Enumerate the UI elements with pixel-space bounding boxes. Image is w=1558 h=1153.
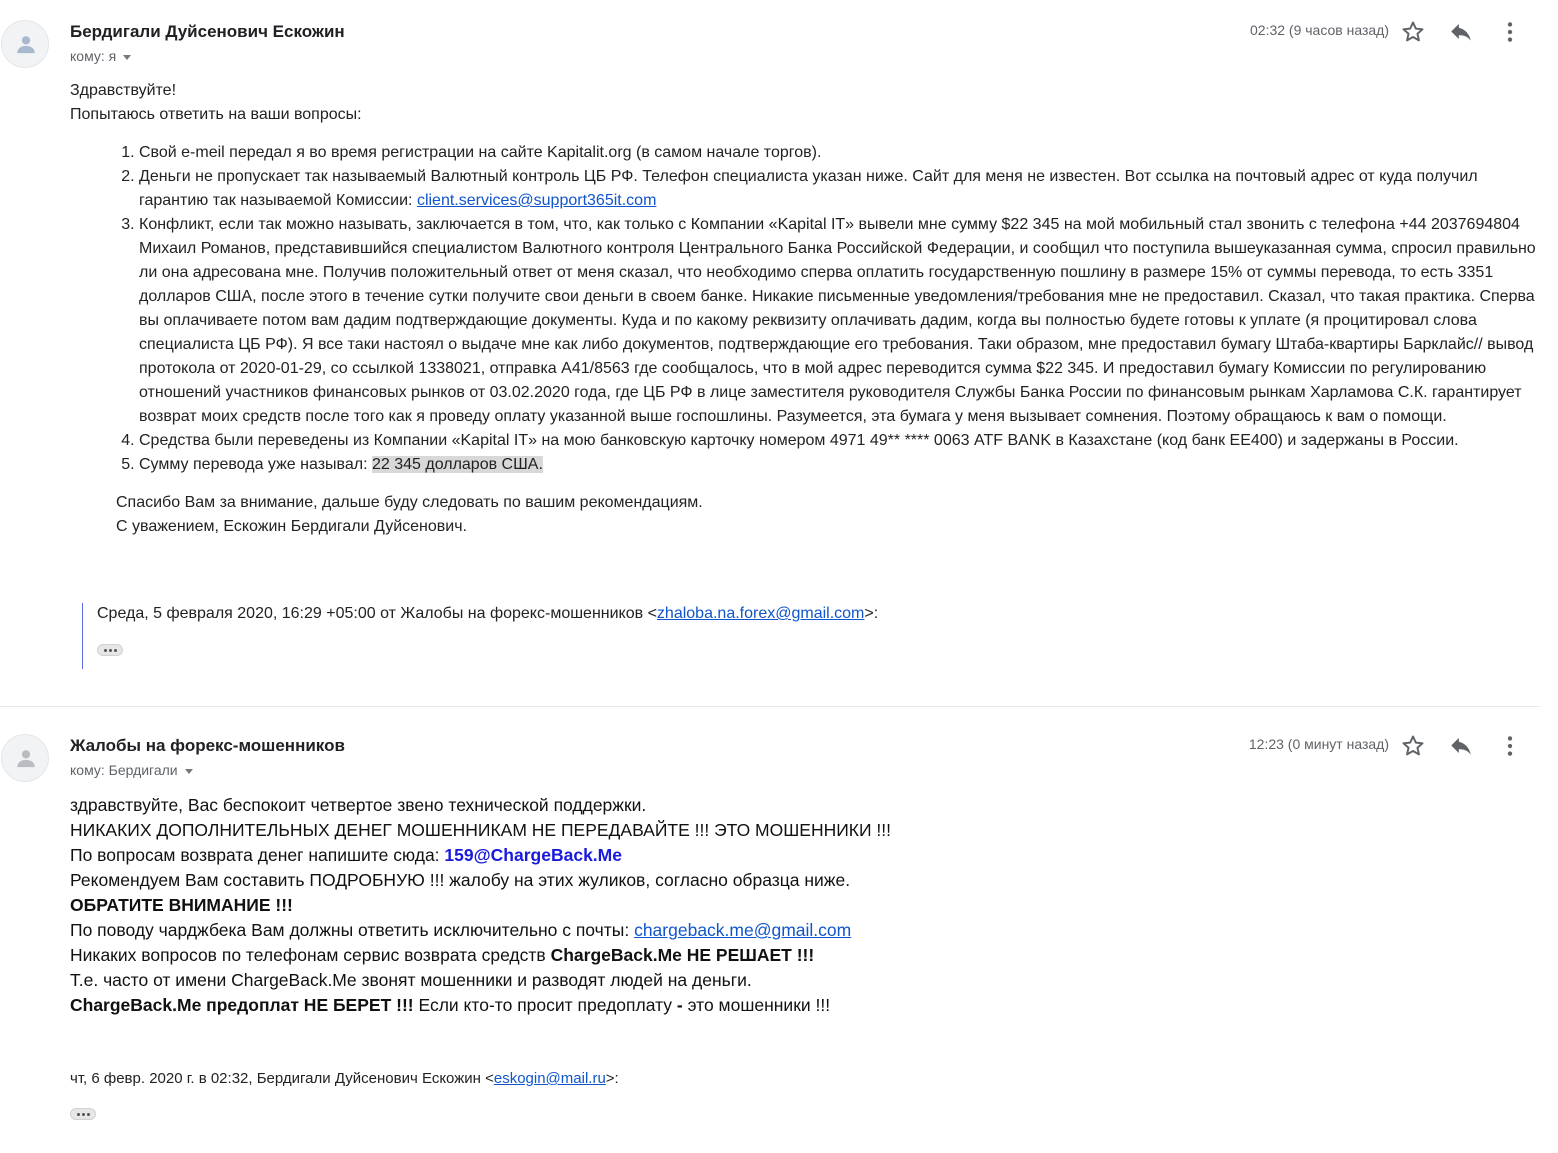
closing-signature: С уважением, Ескожин Бердигали Дуйсенович. xyxy=(116,518,467,535)
person-icon xyxy=(15,747,37,769)
recipient-details-toggle[interactable] xyxy=(70,762,193,778)
more-vert-icon xyxy=(1497,19,1523,45)
star-icon xyxy=(1400,19,1426,45)
body-line: ChargeBack.Me предоплат НЕ БЕРЕТ !!! Если кто-то просит предоплату - это мошенники !!! xyxy=(70,995,831,1015)
greeting: Здравствуйте! xyxy=(70,82,177,99)
reply-button[interactable] xyxy=(1448,733,1474,759)
recipient-label: кому: я xyxy=(70,48,117,64)
show-trimmed-content-button[interactable] xyxy=(70,1108,96,1120)
reply-icon xyxy=(1448,19,1474,45)
message-body xyxy=(70,793,1540,1018)
ellipsis-icon xyxy=(104,649,107,652)
reply-icon xyxy=(1448,733,1474,759)
intro-text: Попытаюсь ответить на ваши вопросы: xyxy=(70,106,362,123)
quoted-reply xyxy=(82,603,1533,669)
sender-avatar[interactable] xyxy=(1,734,49,782)
body-line: Никаких вопросов по телефонам сервис возврата средств ChargeBack.Me НЕ РЕШАЕТ !!! xyxy=(70,945,815,965)
list-item: 5. Сумму перевода уже называл: 22 345 долларов США. xyxy=(139,453,1540,477)
message-time: 12:23 (0 минут назад) xyxy=(1248,736,1389,752)
sender-name: Жалобы на форекс-мошенников xyxy=(70,736,345,755)
message-divider xyxy=(0,706,1540,707)
body-line: Т.е. часто от имени ChargeBack.Me звонят мошенники и разводят людей на деньги. xyxy=(70,970,752,990)
body-line: По вопросам возврата денег напишите сюда: 159@ChargeBack.Me xyxy=(70,845,622,865)
list-item: 4. Средства были переведены из Компании «Kapital IT» на мою банковскую карточку номером 4971 49** **** 0063 ATF BANK в Казахстане (код банк EE400) и задержаны в России. xyxy=(139,429,1540,453)
caret-down-icon[interactable] xyxy=(185,769,193,774)
caret-down-icon[interactable] xyxy=(123,55,131,60)
highlighted-amount: 22 345 долларов США. xyxy=(371,456,543,473)
list-item: 2. Деньги не пропускает так называемый Валютный контроль ЦБ РФ. Телефон специалиста указан ниже. Сайт для меня не известен. Вот ссылка на почтовый адрес от куда получил гарантию так называемой Комиссии: client.services@support365it.com xyxy=(139,165,1540,213)
body-line: здравствуйте, Вас беспокоит четвертое звено технической поддержки. xyxy=(70,795,647,815)
list-item: 3. Конфликт, если так можно называть, заключается в том, что, как только с Компании «Kapital IT» вывели мне сумму $22 345 на мой мобильный стал звонить с телефона +44 2037694804 Михаил Романов, представившийся специалистом Валютного контроля Центрального Банка Российской Федерации, и сообщил что поступила вышеуказанная сумма, спросил правильно ли она адресована мне. Получив положительный ответ от меня сказал, что необходимо сперва оплатить государственную пошлину в размере 15% от суммы перевода, то есть 3351 долларов США, после этого в течение сутки получите свои деньги в своем банке. Никакие письменные уведомления/требования мне не предоставил. Сказал, что такая практика. Сперва вы оплачиваете потом вам дадим подтверждающие документы. Куда и по какому реквизиту оплачивать дадим, когда вы полностью будете готовы к уплате (я процитировал слова специалиста ЦБ РФ). Я все таки настоял о выдаче мне как либо документов, подтверждающие его требования. Таки образом, мне предоставил бумагу Штаба-квартиры Барклайс// вывод протокола от 2020-01-29, со ссылкой 1338021, отправка A41/8563 где сообщалось, что в мой адрес переводится сумма $22 345. И предоставил бумагу Комиссии по регулированию отношений участников финансовых рынков от 03.02.2020 года, где ЦБ РФ в лице заместителя руководителя Службы Банка России по финансовым рынкам Харламова С.К. гарантирует возврат моих средств после того как я проведу оплату указанной выше госпошлины. Разумеется, эта бумага у меня вызывает сомнения. Поэтому обращаюсь к вам о помощи. xyxy=(139,213,1540,429)
quote-email-link[interactable]: eskogin@mail.ru xyxy=(493,1070,606,1087)
body-line: Рекомендуем Вам составить ПОДРОБНУЮ !!! жалобу на этих жуликов, согласно образца ниже. xyxy=(70,870,851,890)
body-line: НИКАКИХ ДОПОЛНИТЕЛЬНЫХ ДЕНЕГ МОШЕННИКАМ НЕ ПЕРЕДАВАЙТЕ !!! ЭТО МОШЕННИКИ !!! xyxy=(70,820,892,840)
chargeback-email[interactable]: 159@ChargeBack.Me xyxy=(444,845,622,865)
sender-avatar[interactable] xyxy=(1,20,49,68)
ellipsis-icon xyxy=(77,1113,80,1116)
recipient-label: кому: Бердигали xyxy=(70,762,178,778)
more-options-button[interactable] xyxy=(1497,19,1523,45)
more-vert-icon xyxy=(1497,733,1523,759)
gmail-link[interactable]: chargeback.me@gmail.com xyxy=(634,920,852,940)
more-options-button[interactable] xyxy=(1497,733,1523,759)
list-item: 1. Свой e-meil передал я во время регистрации на сайте Kapitalit.org (в самом начале торгов). xyxy=(139,141,1540,165)
message-actions xyxy=(1400,733,1540,759)
email-message-2 xyxy=(0,708,1558,1153)
reply-button[interactable] xyxy=(1448,19,1474,45)
closing xyxy=(70,491,1540,539)
quote-header: чт, 6 февр. 2020 г. в 02:32, Бердигали Дуйсенович Ескожин <eskogin@mail.ru>: xyxy=(70,1070,619,1087)
quote-header: Среда, 5 февраля 2020, 16:29 +05:00 от Жалобы на форекс-мошенников <zhaloba.na.forex@gmail.com>: xyxy=(97,605,879,622)
quote-email-link[interactable]: zhaloba.na.forex@gmail.com xyxy=(656,605,865,622)
show-trimmed-content-button[interactable] xyxy=(97,644,123,656)
message-time: 02:32 (9 часов назад) xyxy=(1249,22,1389,38)
person-icon xyxy=(15,33,37,55)
sender-name: Бердигали Дуйсенович Ескожин xyxy=(70,22,345,41)
star-button[interactable] xyxy=(1400,19,1426,45)
star-button[interactable] xyxy=(1400,733,1426,759)
email-link[interactable]: client.services@support365it.com xyxy=(416,192,657,209)
recipient-details-toggle[interactable] xyxy=(70,48,131,64)
closing-thanks: Спасибо Вам за внимание, дальше буду следовать по вашим рекомендациям. xyxy=(116,494,703,511)
message-body xyxy=(70,79,1540,539)
attention-line: ОБРАТИТЕ ВНИМАНИЕ !!! xyxy=(70,895,293,915)
answers-list xyxy=(70,141,1540,477)
body-line: По поводу чарджбека Вам должны ответить исключительно с почты: chargeback.me@gmail.com xyxy=(70,920,852,940)
star-icon xyxy=(1400,733,1426,759)
message-actions xyxy=(1400,19,1540,45)
